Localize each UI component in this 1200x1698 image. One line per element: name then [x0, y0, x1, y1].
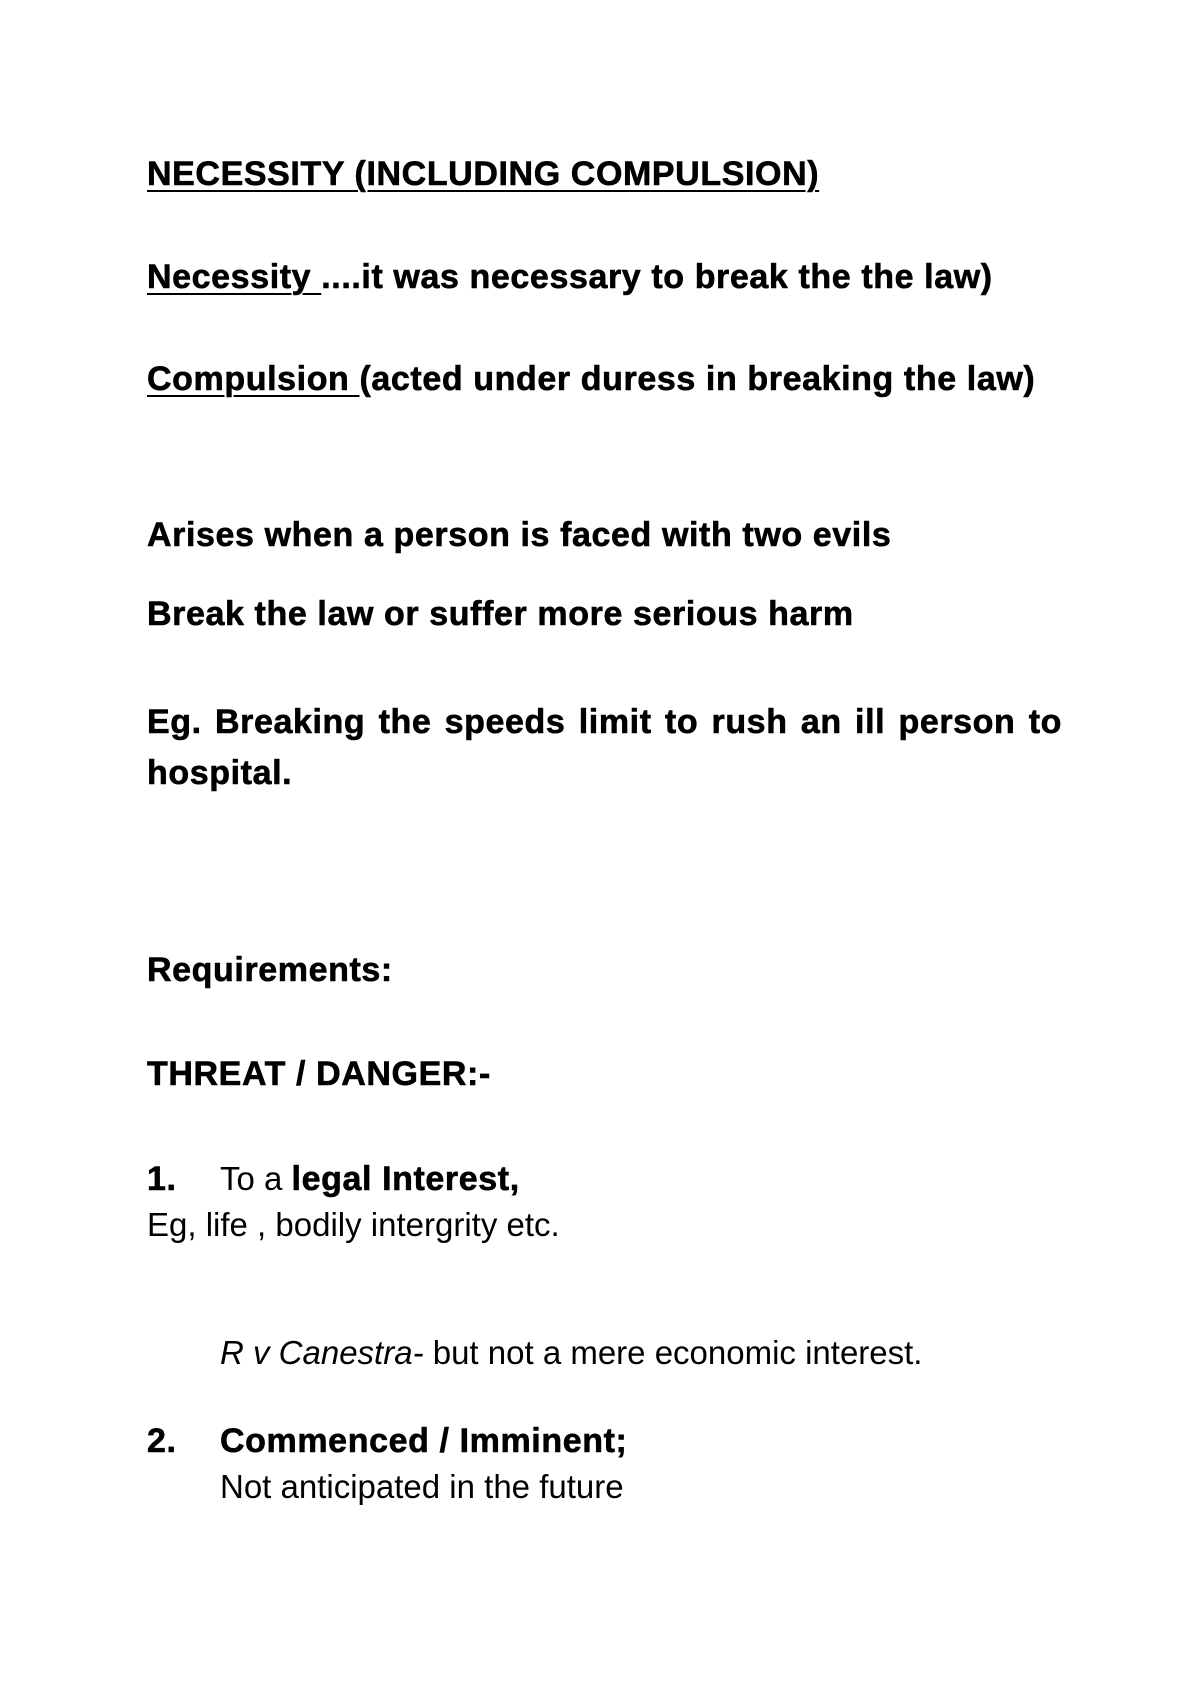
item-lead: To a: [220, 1160, 292, 1197]
item-detail: Not anticipated in the future: [220, 1468, 624, 1505]
item-emphasis: legal Interest,: [291, 1160, 520, 1198]
case-name: R v Canestra-: [220, 1334, 424, 1371]
necessity-term: Necessity: [147, 258, 322, 296]
item-detail: Eg, life , bodily intergrity etc.: [147, 1206, 560, 1243]
compulsion-definition: [147, 354, 1062, 405]
compulsion-term: Compulsion: [147, 360, 360, 398]
requirement-item-2: [147, 1422, 1062, 1461]
page-title: NECESSITY (INCLUDING COMPULSION): [147, 155, 820, 193]
necessity-text: ....it was necessary to break the the law): [321, 258, 993, 296]
compulsion-text: (acted under duress in breaking the law): [359, 360, 1036, 398]
item-number: 1.: [147, 1160, 177, 1198]
arises-line: Arises when a person is faced with two evils: [147, 516, 892, 554]
case-citation: [147, 1334, 1135, 1372]
necessity-definition: [147, 252, 1062, 303]
example-paragraph: Eg. Breaking the speeds limit to rush an ill person to hospital.: [147, 703, 1062, 792]
requirements-heading: Requirements:: [147, 951, 393, 989]
requirement-item-1: [147, 1160, 1062, 1199]
threat-heading: THREAT / DANGER:-: [147, 1055, 491, 1093]
item-emphasis: Commenced / Imminent;: [220, 1422, 628, 1460]
case-note: but not a mere economic interest.: [423, 1334, 923, 1371]
item-number: 2.: [147, 1422, 177, 1460]
break-law-line: Break the law or suffer more serious harm: [147, 595, 854, 633]
